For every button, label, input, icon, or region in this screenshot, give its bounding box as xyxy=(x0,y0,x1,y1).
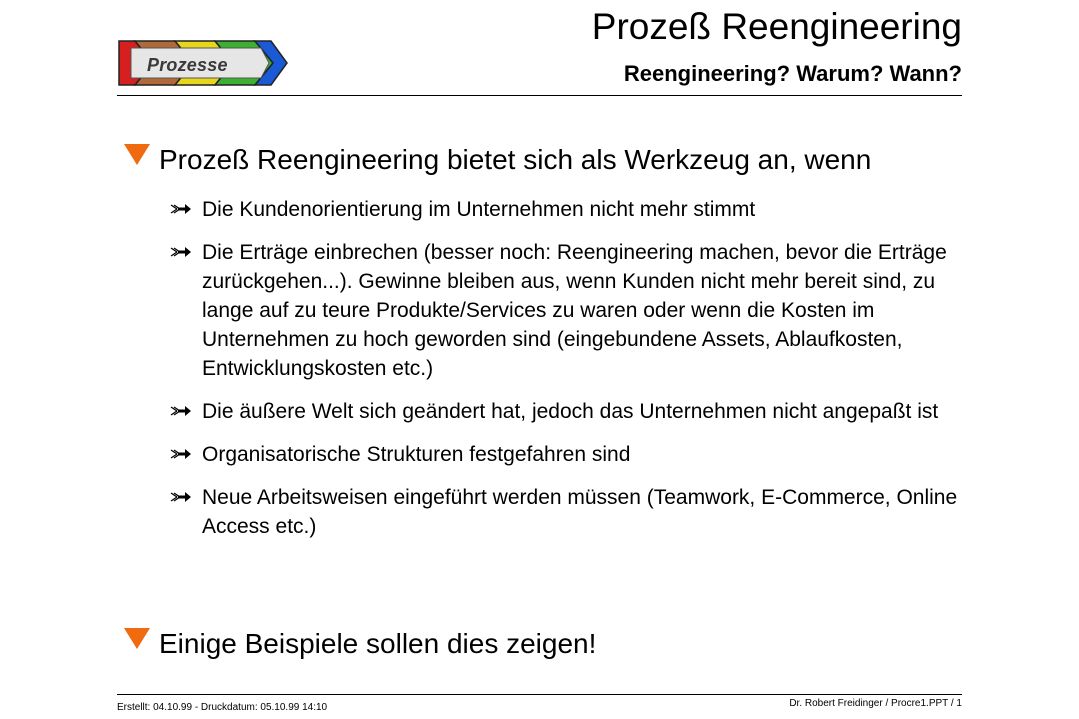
list-item xyxy=(170,195,980,224)
footer-divider xyxy=(117,694,962,695)
sub-point-text: Die äußere Welt sich geändert hat, jedoch das Unternehmen nicht angepaßt ist xyxy=(202,400,939,423)
right-arrow-icon xyxy=(170,491,192,503)
orange-down-triangle-icon xyxy=(124,628,150,649)
page-title: Prozeß Reengineering xyxy=(591,6,962,47)
orange-down-triangle-icon xyxy=(124,144,150,165)
sub-point-text: Die Erträge einbrechen (besser noch: Reengineering machen, bevor die Erträge zurückgehen...). Gewinne bleiben aus, wenn Kunden nicht mehr bereit sind, zu lange auf zu teure Produkte/Services zu waren oder wenn die Kosten im Unternehmen zu hoch geworden sind (eingebundene Assets, Ablaufkosten, Entwicklungskosten etc.) xyxy=(202,241,947,380)
sub-point-text: Organisatorische Strukturen festgefahren sind xyxy=(202,443,631,466)
main-point-2 xyxy=(124,628,596,660)
list-item xyxy=(170,483,980,541)
sub-point-text: Neue Arbeitsweisen eingeführt werden müssen (Teamwork, E-Commerce, Online Access etc.) xyxy=(202,486,958,538)
sub-point-list xyxy=(170,195,980,555)
right-arrow-icon xyxy=(170,448,192,460)
main-point-text: Prozeß Reengineering bietet sich als Werkzeug an, wenn xyxy=(159,144,872,175)
right-arrow-icon xyxy=(170,405,192,417)
right-arrow-icon xyxy=(170,246,192,258)
main-point-1 xyxy=(124,144,871,176)
sub-point-text: Die Kundenorientierung im Unternehmen nicht mehr stimmt xyxy=(202,198,756,221)
list-item xyxy=(170,238,980,383)
header-divider xyxy=(117,95,962,96)
list-item xyxy=(170,440,980,469)
logo-label: Prozesse xyxy=(147,55,228,75)
footer-author: Dr. Robert Freidinger / Procre1.PPT / 1 xyxy=(789,698,962,709)
main-point-text: Einige Beispiele sollen dies zeigen! xyxy=(159,628,597,659)
page-subtitle: Reengineering? Warum? Wann? xyxy=(623,61,962,86)
list-item xyxy=(170,397,980,426)
footer-dates: Erstellt: 04.10.99 - Druckdatum: 05.10.99 14:10 xyxy=(117,702,328,713)
right-arrow-icon xyxy=(170,203,192,215)
